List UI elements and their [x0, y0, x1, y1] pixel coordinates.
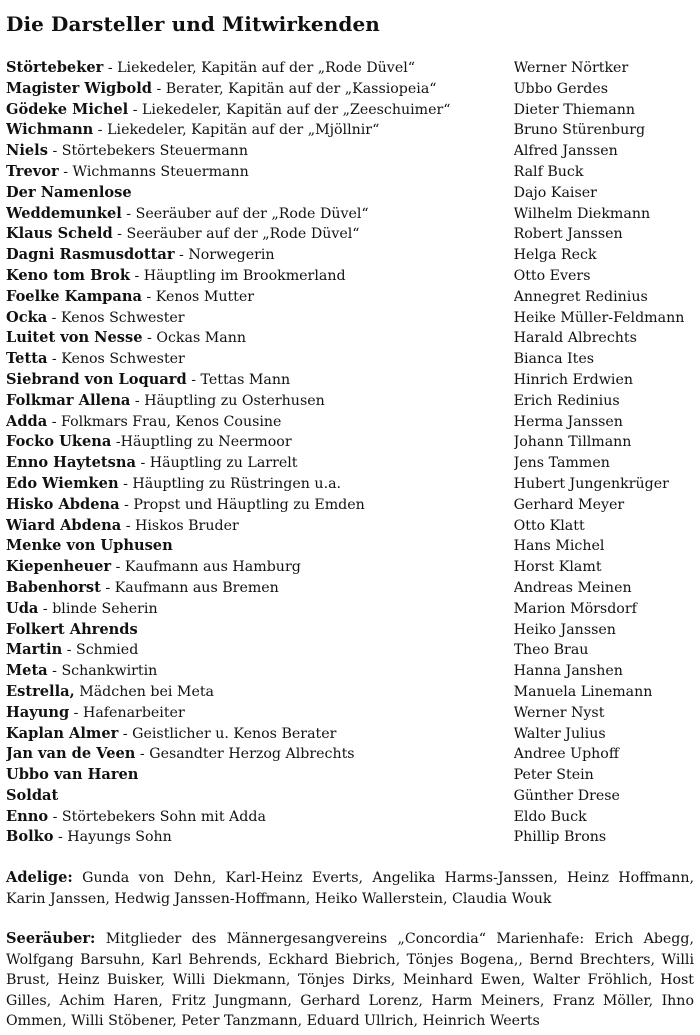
role-cell — [6, 224, 514, 245]
role-name: Folkert Ahrends — [6, 620, 138, 638]
actor-name: Herma Janssen — [513, 413, 623, 430]
actor-name: Andree Uphoff — [513, 746, 619, 763]
role-name: Enno Haytetsna — [6, 454, 136, 472]
group-seeraeuber — [6, 929, 694, 1032]
role-cell — [6, 120, 514, 141]
role-cell — [6, 183, 514, 204]
actor-name: Hubert Jungenkrüger — [513, 475, 669, 492]
cast-row — [6, 183, 694, 204]
role-description: - Störtebekers Sohn mit Adda — [48, 808, 266, 825]
actor-name: Werner Nyst — [513, 704, 605, 721]
role-cell — [6, 162, 514, 183]
cast-row — [6, 682, 694, 703]
cast-row — [6, 495, 694, 516]
role-cell — [6, 412, 514, 433]
cast-row — [6, 328, 694, 349]
actor-name: Hanna Janshen — [513, 663, 623, 680]
role-cell — [6, 370, 514, 391]
role-cell — [6, 536, 514, 557]
role-description: - Schankwirtin — [47, 663, 158, 680]
cast-row — [6, 162, 694, 183]
role-name: Niels — [6, 142, 48, 160]
actor-name: Phillip Brons — [513, 829, 607, 846]
actor-name: Alfred Janssen — [513, 143, 618, 160]
role-name: Focko Ukena — [6, 433, 112, 451]
actor-name: Annegret Redinius — [513, 288, 648, 305]
role-description: - Seeräuber auf der „Rode Düvel“ — [121, 205, 369, 222]
cast-row — [6, 287, 694, 308]
role-cell — [6, 287, 514, 308]
actor-name: Horst Klamt — [513, 559, 602, 576]
role-cell — [6, 432, 514, 453]
role-description: - Kaufmann aus Hamburg — [111, 559, 301, 576]
role-name: Luitet von Nesse — [6, 329, 143, 347]
actor-name: Manuela Linemann — [513, 683, 653, 700]
cast-list — [6, 58, 694, 848]
role-description: - Norwegerin — [174, 247, 275, 264]
cast-row — [6, 474, 694, 495]
role-cell — [6, 495, 514, 516]
actor-name: Ralf Buck — [513, 163, 584, 180]
actor-name: Eldo Buck — [513, 808, 587, 825]
role-cell — [6, 328, 514, 349]
role-cell — [6, 474, 514, 495]
role-description: - Wichmanns Steuermann — [58, 163, 249, 180]
role-cell — [6, 245, 514, 266]
role-description: - Häuptling zu Rüstringen u.a. — [118, 475, 342, 492]
group-label-seeraeuber: Seeräuber: — [6, 930, 96, 948]
actor-name: Bianca Ites — [513, 351, 595, 368]
role-description: - Kenos Schwester — [47, 309, 185, 326]
actor-name: Jens Tammen — [513, 455, 610, 472]
actor-name: Harald Albrechts — [513, 330, 637, 347]
cast-row — [6, 453, 694, 474]
role-name: Hisko Abdena — [6, 495, 120, 513]
cast-row — [6, 640, 694, 661]
cast-row — [6, 370, 694, 391]
role-cell — [6, 578, 514, 599]
group-members-seeraeuber: Mitglieder des Männergesangvereins „Concordia“ Marienhafe: Erich Abegg, Wolfgang Barsuhn, Karl Behrends, Eckhard Biebrich, Tönjes Bogena,, Bernd Brechters, Willi Brust, Heinz Buisker, Willi Diekmann, Tönjes Dirks, Meinhard Ewen, Walter Fröhlich, Host Gilles, Achim Haren, Fritz Jungmann, Gerhard Lorenz, Harm Meiners, Franz Möller, Ihno Ommen, Willi Stöbener, Peter Tanzmann, Eduard Ullrich, Heinrich Weerts — [6, 931, 694, 1030]
actor-name: Johann Tillmann — [513, 434, 632, 451]
cast-row — [6, 765, 694, 786]
role-name: Dagni Rasmusdottar — [6, 246, 175, 264]
role-name: Hayung — [6, 703, 70, 721]
cast-row — [6, 391, 694, 412]
cast-row — [6, 661, 694, 682]
cast-row — [6, 620, 694, 641]
cast-row — [6, 724, 694, 745]
cast-row — [6, 744, 694, 765]
cast-row — [6, 557, 694, 578]
role-cell — [6, 661, 514, 682]
role-name: Menke von Uphusen — [6, 537, 173, 555]
group-members-adelige: Gunda von Dehn, Karl-Heinz Everts, Angelika Harms-Janssen, Heinz Hoffmann, Karin Janssen, Hedwig Janssen-Hoffmann, Heiko Wallerstein, Claudia Wouk — [6, 870, 694, 907]
role-name: Siebrand von Loquard — [6, 370, 187, 388]
role-name: Kiepenheuer — [6, 558, 112, 576]
role-description: - Geistlicher u. Kenos Berater — [118, 725, 337, 742]
role-cell — [6, 204, 514, 225]
actor-name: Helga Reck — [513, 247, 597, 264]
cast-row — [6, 536, 694, 557]
role-description: - Kenos Mutter — [141, 288, 255, 305]
role-description: - Berater, Kapitän auf der „Kassiopeia“ — [151, 80, 437, 97]
role-description: - Liekedeler, Kapitän auf der „Zeeschuimer“ — [128, 101, 451, 118]
actor-name: Theo Brau — [513, 642, 589, 659]
actor-name: Ubbo Gerdes — [513, 80, 609, 97]
role-name: Klaus Scheld — [6, 225, 113, 243]
role-description: - Seeräuber auf der „Rode Düvel“ — [112, 226, 360, 243]
actor-name: Peter Stein — [513, 767, 594, 784]
cast-row — [6, 120, 694, 141]
role-description: - Folkmars Frau, Kenos Cousine — [47, 413, 282, 430]
role-cell — [6, 557, 514, 578]
role-name: Enno — [6, 807, 49, 825]
cast-row — [6, 412, 694, 433]
group-label-adelige: Adelige: — [6, 869, 73, 887]
role-cell — [6, 640, 514, 661]
cast-row — [6, 432, 694, 453]
role-cell — [6, 266, 514, 287]
actor-name: Gerhard Meyer — [513, 496, 625, 513]
role-name: Kaplan Almer — [6, 724, 119, 742]
role-name: Wichmann — [6, 121, 94, 139]
cast-row — [6, 578, 694, 599]
role-cell — [6, 453, 514, 474]
actor-name: Robert Janssen — [513, 226, 623, 243]
actor-name: Otto Evers — [513, 267, 591, 284]
role-description: - Häuptling zu Larrelt — [135, 455, 298, 472]
actor-name: Andreas Meinen — [513, 579, 632, 596]
actor-name: Dajo Kaiser — [513, 184, 597, 201]
role-cell — [6, 765, 514, 786]
role-name: Gödeke Michel — [6, 100, 129, 118]
role-description: Mädchen bei Meta — [74, 683, 214, 700]
role-name: Uda — [6, 599, 39, 617]
role-cell — [6, 786, 514, 807]
cast-row — [6, 807, 694, 828]
role-description: - Liekedeler, Kapitän auf der „Mjöllnir“ — [93, 122, 380, 139]
actor-name: Walter Julius — [513, 725, 606, 742]
role-cell — [6, 79, 514, 100]
actor-name: Hans Michel — [513, 538, 605, 555]
role-name: Störtebeker — [6, 59, 104, 76]
cast-row — [6, 703, 694, 724]
role-name: Edo Wiemken — [6, 474, 119, 492]
role-name: Weddemunkel — [6, 204, 122, 222]
role-cell — [6, 620, 514, 641]
cast-row — [6, 599, 694, 620]
actor-name: Heiko Janssen — [513, 621, 616, 638]
cast-row — [6, 516, 694, 537]
actor-name: Wilhelm Diekmann — [513, 205, 651, 222]
group-adelige — [6, 868, 694, 909]
role-description: - Häuptling zu Osterhusen — [130, 392, 325, 409]
role-name: Jan van de Veen — [6, 745, 136, 763]
role-description: - Ockas Mann — [142, 330, 247, 347]
role-name: Foelke Kampana — [6, 287, 142, 305]
role-cell — [6, 100, 514, 121]
cast-row — [6, 266, 694, 287]
actor-name: Hinrich Erdwien — [513, 371, 633, 388]
cast-row — [6, 827, 694, 848]
role-name: Ubbo van Haren — [6, 766, 139, 784]
role-description: - Störtebekers Steuermann — [47, 143, 248, 160]
role-description: - Hiskos Bruder — [121, 517, 239, 534]
role-cell — [6, 807, 514, 828]
role-cell — [6, 349, 514, 370]
page-title: Die Darsteller und Mitwirkenden — [6, 12, 380, 36]
role-description: - Hayungs Sohn — [53, 829, 172, 846]
role-description: - Propst und Häuptling zu Emden — [119, 496, 365, 513]
actor-name: Werner Nörtker — [513, 60, 629, 76]
role-name: Soldat — [6, 786, 59, 804]
role-name: Tetta — [6, 350, 48, 368]
role-description: -Häuptling zu Neermoor — [111, 434, 292, 451]
role-description: - Schmied — [62, 642, 139, 659]
role-description: - Kenos Schwester — [47, 351, 185, 368]
role-cell — [6, 58, 514, 79]
role-cell — [6, 516, 514, 537]
role-cell — [6, 308, 514, 329]
role-cell — [6, 391, 514, 412]
actor-name: Marion Mörsdorf — [513, 600, 637, 617]
cast-row — [6, 204, 694, 225]
cast-row — [6, 349, 694, 370]
cast-row — [6, 79, 694, 100]
cast-row — [6, 245, 694, 266]
role-description: - Gesandter Herzog Albrechts — [135, 746, 355, 763]
actor-name: Dieter Thiemann — [513, 101, 635, 118]
role-cell — [6, 599, 514, 620]
role-name: Adda — [6, 412, 48, 430]
role-name: Keno tom Brok — [6, 266, 130, 284]
role-cell — [6, 703, 514, 724]
cast-row — [6, 786, 694, 807]
role-description: - Tettas Mann — [186, 371, 291, 388]
actor-name: Heike Müller-Feldmann — [513, 309, 685, 326]
actor-name: Bruno Stürenburg — [513, 122, 646, 139]
role-name: Folkmar Allena — [6, 391, 131, 409]
role-name: Magister Wigbold — [6, 79, 152, 97]
actor-name: Erich Redinius — [513, 392, 620, 409]
role-cell — [6, 744, 514, 765]
role-name: Ocka — [6, 308, 48, 326]
actor-name: Otto Klatt — [513, 517, 585, 534]
cast-row — [6, 58, 694, 79]
role-description: - Kaufmann aus Bremen — [100, 579, 279, 596]
role-name: Wiard Abdena — [6, 516, 122, 534]
cast-row — [6, 308, 694, 329]
cast-row — [6, 224, 694, 245]
role-name: Babenhorst — [6, 578, 101, 596]
role-name: Martin — [6, 641, 63, 659]
cast-row — [6, 100, 694, 121]
role-cell — [6, 141, 514, 162]
actor-name: Günther Drese — [513, 787, 620, 804]
role-name: Trevor — [6, 162, 59, 180]
role-description: - Liekedeler, Kapitän auf der „Rode Düvel“ — [103, 60, 416, 76]
role-cell — [6, 682, 514, 703]
role-name: Der Namenlose — [6, 183, 132, 201]
role-description: - Häuptling im Brookmerland — [129, 267, 346, 284]
cast-row — [6, 141, 694, 162]
role-description: - Hafenarbeiter — [69, 704, 185, 721]
role-description: - blinde Seherin — [38, 600, 158, 617]
role-cell — [6, 724, 514, 745]
role-name: Meta — [6, 662, 48, 680]
role-name: Bolko — [6, 828, 54, 846]
role-cell — [6, 827, 514, 848]
role-name: Estrella, — [6, 682, 75, 700]
